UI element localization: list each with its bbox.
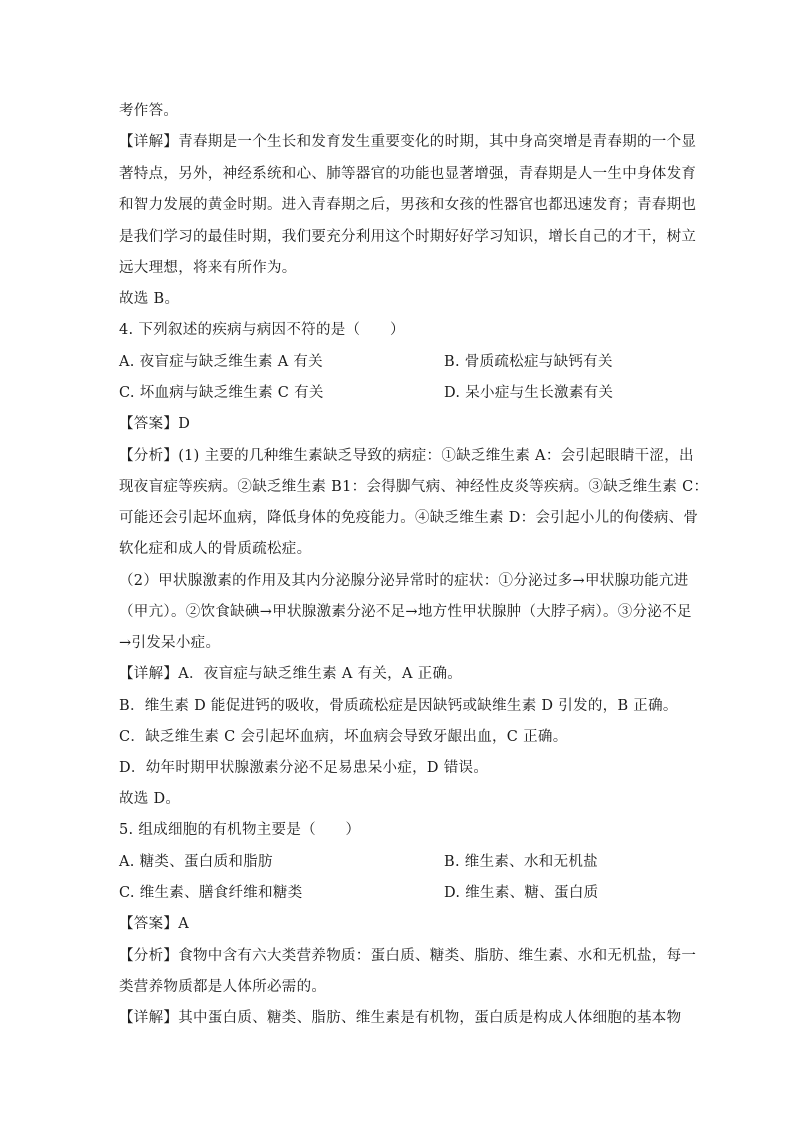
analysis-line: （甲亢）。②饮食缺碘→甲状腺激素分泌不足→地方性甲状腺肿（大脖子病）。③分泌不足 <box>119 604 692 620</box>
question-4-option-d: D. 呆小症与生长激素有关 <box>444 385 614 401</box>
detail-line: C．缺乏维生素 C 会引起坏血病，坏血病会导致牙龈出血，C 正确。 <box>119 729 568 745</box>
text-line: 【详解】青春期是一个生长和发育发生重要变化的时期，其中身高突增是青春期的一个显 <box>119 134 697 150</box>
question-5-option-a: A. 糖类、蛋白质和脂肪 <box>119 854 273 870</box>
analysis-line: 【分析】食物中含有六大类营养物质：蛋白质、糖类、脂肪、维生素、水和无机盐，每一 <box>119 948 697 964</box>
detail-line: D．幼年时期甲状腺激素分泌不足易患呆小症，D 错误。 <box>119 760 489 776</box>
text-line: 考作答。 <box>119 103 179 119</box>
question-5-stem: 5. 组成细胞的有机物主要是（ ） <box>119 822 361 838</box>
question-4-option-b: B. 骨质疏松症与缺钙有关 <box>444 354 613 370</box>
question-4-option-a: A. 夜盲症与缺乏维生素 A 有关 <box>119 354 323 370</box>
text-line: 故选 B。 <box>119 291 180 307</box>
question-5-option-c: C. 维生素、膳食纤维和糖类 <box>119 885 303 901</box>
answer-line: 【答案】D <box>119 416 191 432</box>
question-5-option-b: B. 维生素、水和无机盐 <box>444 854 598 870</box>
analysis-line: 类营养物质都是人体所必需的。 <box>119 979 327 995</box>
detail-line: 【详解】其中蛋白质、糖类、脂肪、维生素是有机物，蛋白质是构成人体细胞的基本物 <box>119 1010 682 1026</box>
detail-line: 【详解】A．夜盲症与缺乏维生素 A 有关，A 正确。 <box>119 666 463 682</box>
analysis-line: →引发呆小症。 <box>119 635 221 651</box>
text-line: 和智力发展的黄金时期。进入青春期之后，男孩和女孩的性器官也都迅速发育；青春期也 <box>119 197 697 213</box>
question-4-stem: 4. 下列叙述的疾病与病因不符的是（ ） <box>119 322 405 338</box>
text-line: 著特点，另外，神经系统和心、肺等器官的功能也显著增强，青春期是人一生中身体发育 <box>119 166 697 182</box>
text-line: 故选 D。 <box>119 791 181 807</box>
analysis-line: 【分析】(1) 主要的几种维生素缺乏导致的病症：①缺乏维生素 A：会引起眼睛干涩，出 <box>119 448 694 464</box>
question-4-option-c: C. 坏血病与缺乏维生素 C 有关 <box>119 385 324 401</box>
question-5-option-d: D. 维生素、糖、蛋白质 <box>444 885 599 901</box>
analysis-line: 可能还会引起坏血病，降低身体的免疫能力。④缺乏维生素 D：会引起小儿的佝偻病、骨 <box>119 510 699 526</box>
detail-line: B．维生素 D 能促进钙的吸收，骨质疏松症是因缺钙或缺维生素 D 引发的，B 正确。 <box>119 698 678 714</box>
analysis-line: 软化症和成人的骨质疏松症。 <box>119 541 312 557</box>
text-line: 远大理想，将来有所作为。 <box>119 260 297 276</box>
answer-line: 【答案】A <box>119 916 189 932</box>
analysis-line: 现夜盲症等疾病。②缺乏维生素 B1：会得脚气病、神经性皮炎等疾病。③缺乏维生素 C： <box>119 479 709 495</box>
analysis-line: （2）甲状腺激素的作用及其内分泌腺分泌异常时的症状：①分泌过多→甲状腺功能亢进 <box>119 573 689 589</box>
text-line: 是我们学习的最佳时期，我们要充分利用这个时期好好学习知识，增长自己的才干，树立 <box>119 229 697 245</box>
